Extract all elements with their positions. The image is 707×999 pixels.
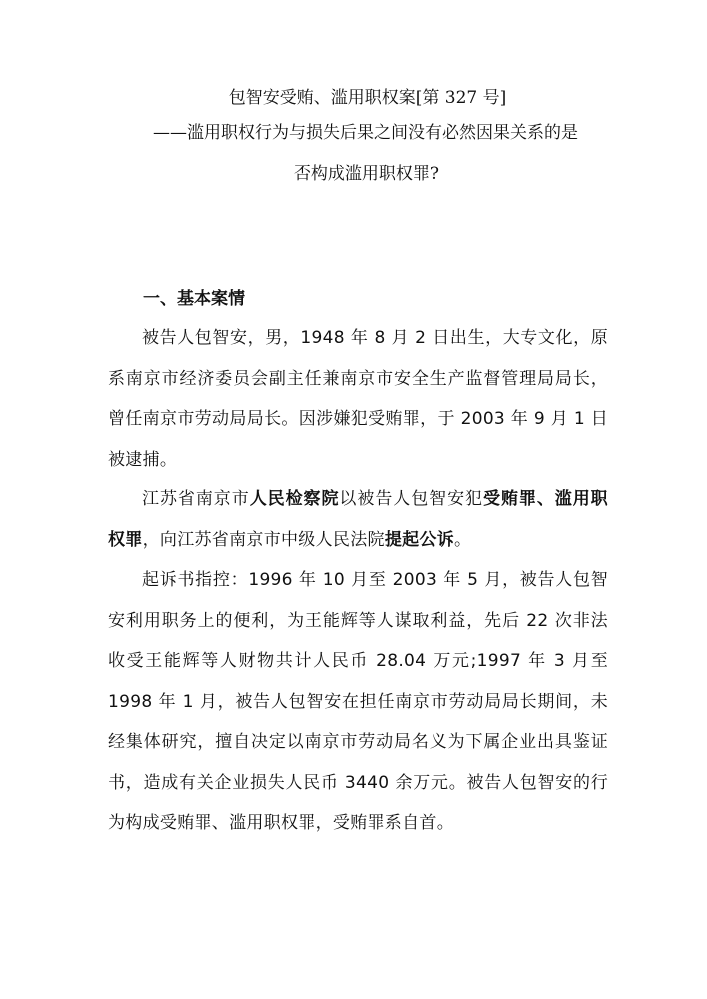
paragraph-prosecution	[108, 479, 608, 560]
charged-crimes: 受贿罪、滥用职权罪	[108, 489, 608, 550]
case-subtitle-line2: 否构成滥用职权罪?	[293, 164, 440, 184]
case-title: 包智安受贿、滥用职权案[第 327 号]	[228, 88, 507, 108]
prosecution-text-2: 以被告人包智安犯	[339, 489, 483, 509]
paragraph-indictment: 起诉书指控：1996 年 10 月至 2003 年 5 月，被告人包智安利用职务上的便利，为王能辉等人谋取利益，先后 22 次非法收受王能辉等人财物共计人民币 28.04 万元;1997 年 3 月至 1998 年 1 月，被告人包智安在担任南京市劳动局局长期间，未经集体研究，擅自决定以南京市劳动局名义为下属企业出具鉴证书，造成有关企业损失人民币 3440 余万元。被告人包智安的行为构成受贿罪、滥用职权罪，受贿罪系自首。	[108, 570, 608, 833]
prosecution-text-1: 江苏省南京市	[142, 489, 250, 509]
prosecutor-office: 人民检察院	[249, 489, 340, 509]
section-heading-basic-facts: 一、基本案情	[143, 289, 245, 309]
public-prosecution: 提起公诉	[384, 529, 455, 550]
paragraph-defendant-info: 被告人包智安，男，1948 年 8 月 2 日出生，大专文化，原系南京市经济委员会副主任兼南京市安全生产监督管理局局长，曾任南京市劳动局局长。因涉嫌犯受贿罪，于 2003 年 9 月 1 日被逮捕。	[108, 328, 608, 470]
prosecution-text-4: 。	[454, 529, 472, 550]
case-subtitle-line1: ——滥用职权行为与损失后果之间没有必然因果关系的是	[153, 123, 578, 143]
prosecution-text-3: ，向江苏省南京市中级人民法院	[142, 529, 385, 550]
